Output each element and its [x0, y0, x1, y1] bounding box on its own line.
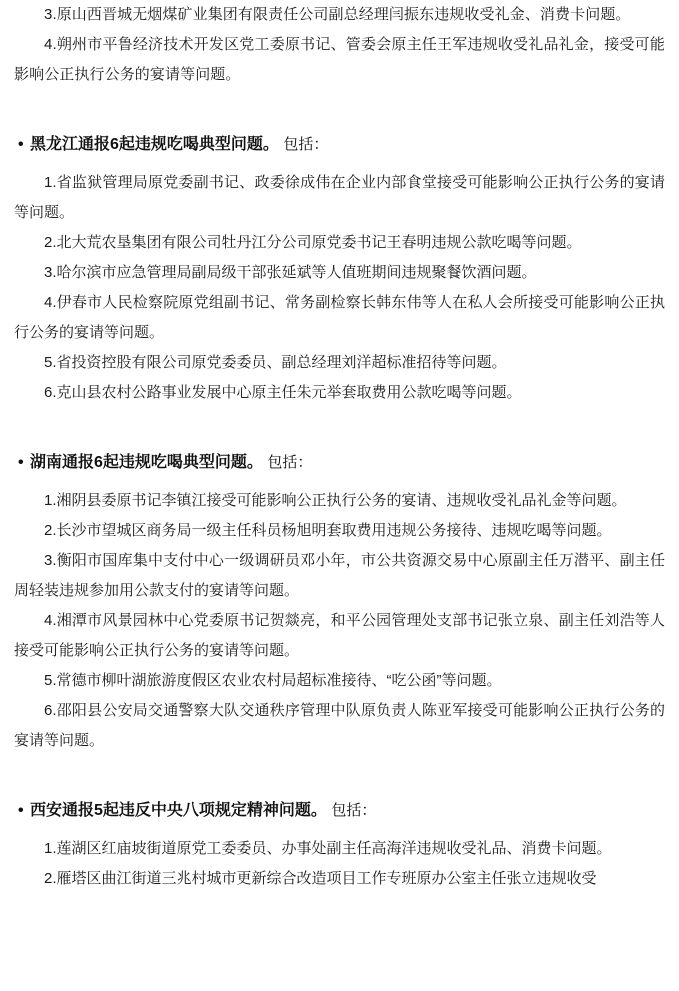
paragraph-intro-1: 3.原山西晋城无烟煤矿业集团有限责任公司副总经理闫振东违规收受礼金、消费卡问题。	[44, 6, 631, 23]
section-spacer	[14, 90, 665, 104]
section-suffix: 包括：	[331, 802, 377, 819]
section-heilongjiang	[14, 130, 665, 408]
section-suffix: 包括：	[267, 454, 313, 471]
list-item: 1.省监狱管理局原党委副书记、政委徐成伟在企业内部食堂接受可能影响公正执行公务的宴请等问题。	[14, 174, 665, 221]
list-item: 5.省投资控股有限公司原党委委员、副总经理刘洋超标准招待等问题。	[44, 354, 507, 371]
section-heading	[14, 796, 665, 826]
bullet-icon: •	[18, 454, 24, 471]
list-item: 5.常德市柳叶湖旅游度假区农业农村局超标准接待、“吃公函”等问题。	[44, 672, 502, 689]
section-spacer	[14, 756, 665, 770]
list-item: 2.长沙市望城区商务局一级主任科员杨旭明套取费用违规公务接待、违规吃喝等问题。	[44, 522, 612, 539]
list-item: 3.哈尔滨市应急管理局副局级干部张延斌等人值班期间违规聚餐饮酒问题。	[44, 264, 537, 281]
section-xian	[14, 796, 665, 894]
list-item: 3.衡阳市国库集中支付中心一级调研员邓小年，市公共资源交易中心原副主任万潜平、副主任周轻装违规参加用公款支付的宴请等问题。	[14, 552, 665, 599]
section-suffix: 包括：	[283, 136, 329, 153]
list-item: 4.伊春市人民检察院原党组副书记、常务副检察长韩东伟等人在私人会所接受可能影响公正执行公务的宴请等问题。	[14, 294, 665, 341]
section-heading	[14, 130, 665, 160]
section-title: 湖南通报6起违规吃喝典型问题。	[30, 454, 263, 471]
list-item: 2.北大荒农垦集团有限公司牡丹江分公司原党委书记王春明违规公款吃喝等问题。	[44, 234, 582, 251]
bullet-icon: •	[18, 802, 24, 819]
list-item: 1.湘阴县委原书记李镇江接受可能影响公正执行公务的宴请、违规收受礼品礼金等问题。	[44, 492, 627, 509]
list-item: 2.雁塔区曲江街道三兆村城市更新综合改造项目工作专班原办公室主任张立违规收受	[44, 870, 597, 887]
bullet-icon: •	[18, 136, 24, 153]
list-item: 1.莲湖区红庙坡街道原党工委委员、办事处副主任高海洋违规收受礼品、消费卡问题。	[44, 840, 612, 857]
list-item: 6.邵阳县公安局交通警察大队交通秩序管理中队原负责人陈亚军接受可能影响公正执行公务的宴请等问题。	[14, 702, 665, 749]
list-item: 4.湘潭市风景园林中心党委原书记贺燚亮，和平公园管理处支部书记张立泉、副主任刘浩等人接受可能影响公正执行公务的宴请等问题。	[14, 612, 665, 659]
section-title: 黑龙江通报6起违规吃喝典型问题。	[30, 136, 279, 153]
section-spacer	[14, 408, 665, 422]
paragraph-intro-2: 4.朔州市平鲁经济技术开发区党工委原书记、管委会原主任王军违规收受礼品礼金，接受可能影响公正执行公务的宴请等问题。	[14, 36, 665, 83]
section-heading	[14, 448, 665, 478]
section-hunan	[14, 448, 665, 756]
section-title: 西安通报5起违反中央八项规定精神问题。	[30, 802, 327, 819]
list-item: 6.克山县农村公路事业发展中心原主任朱元举套取费用公款吃喝等问题。	[44, 384, 522, 401]
